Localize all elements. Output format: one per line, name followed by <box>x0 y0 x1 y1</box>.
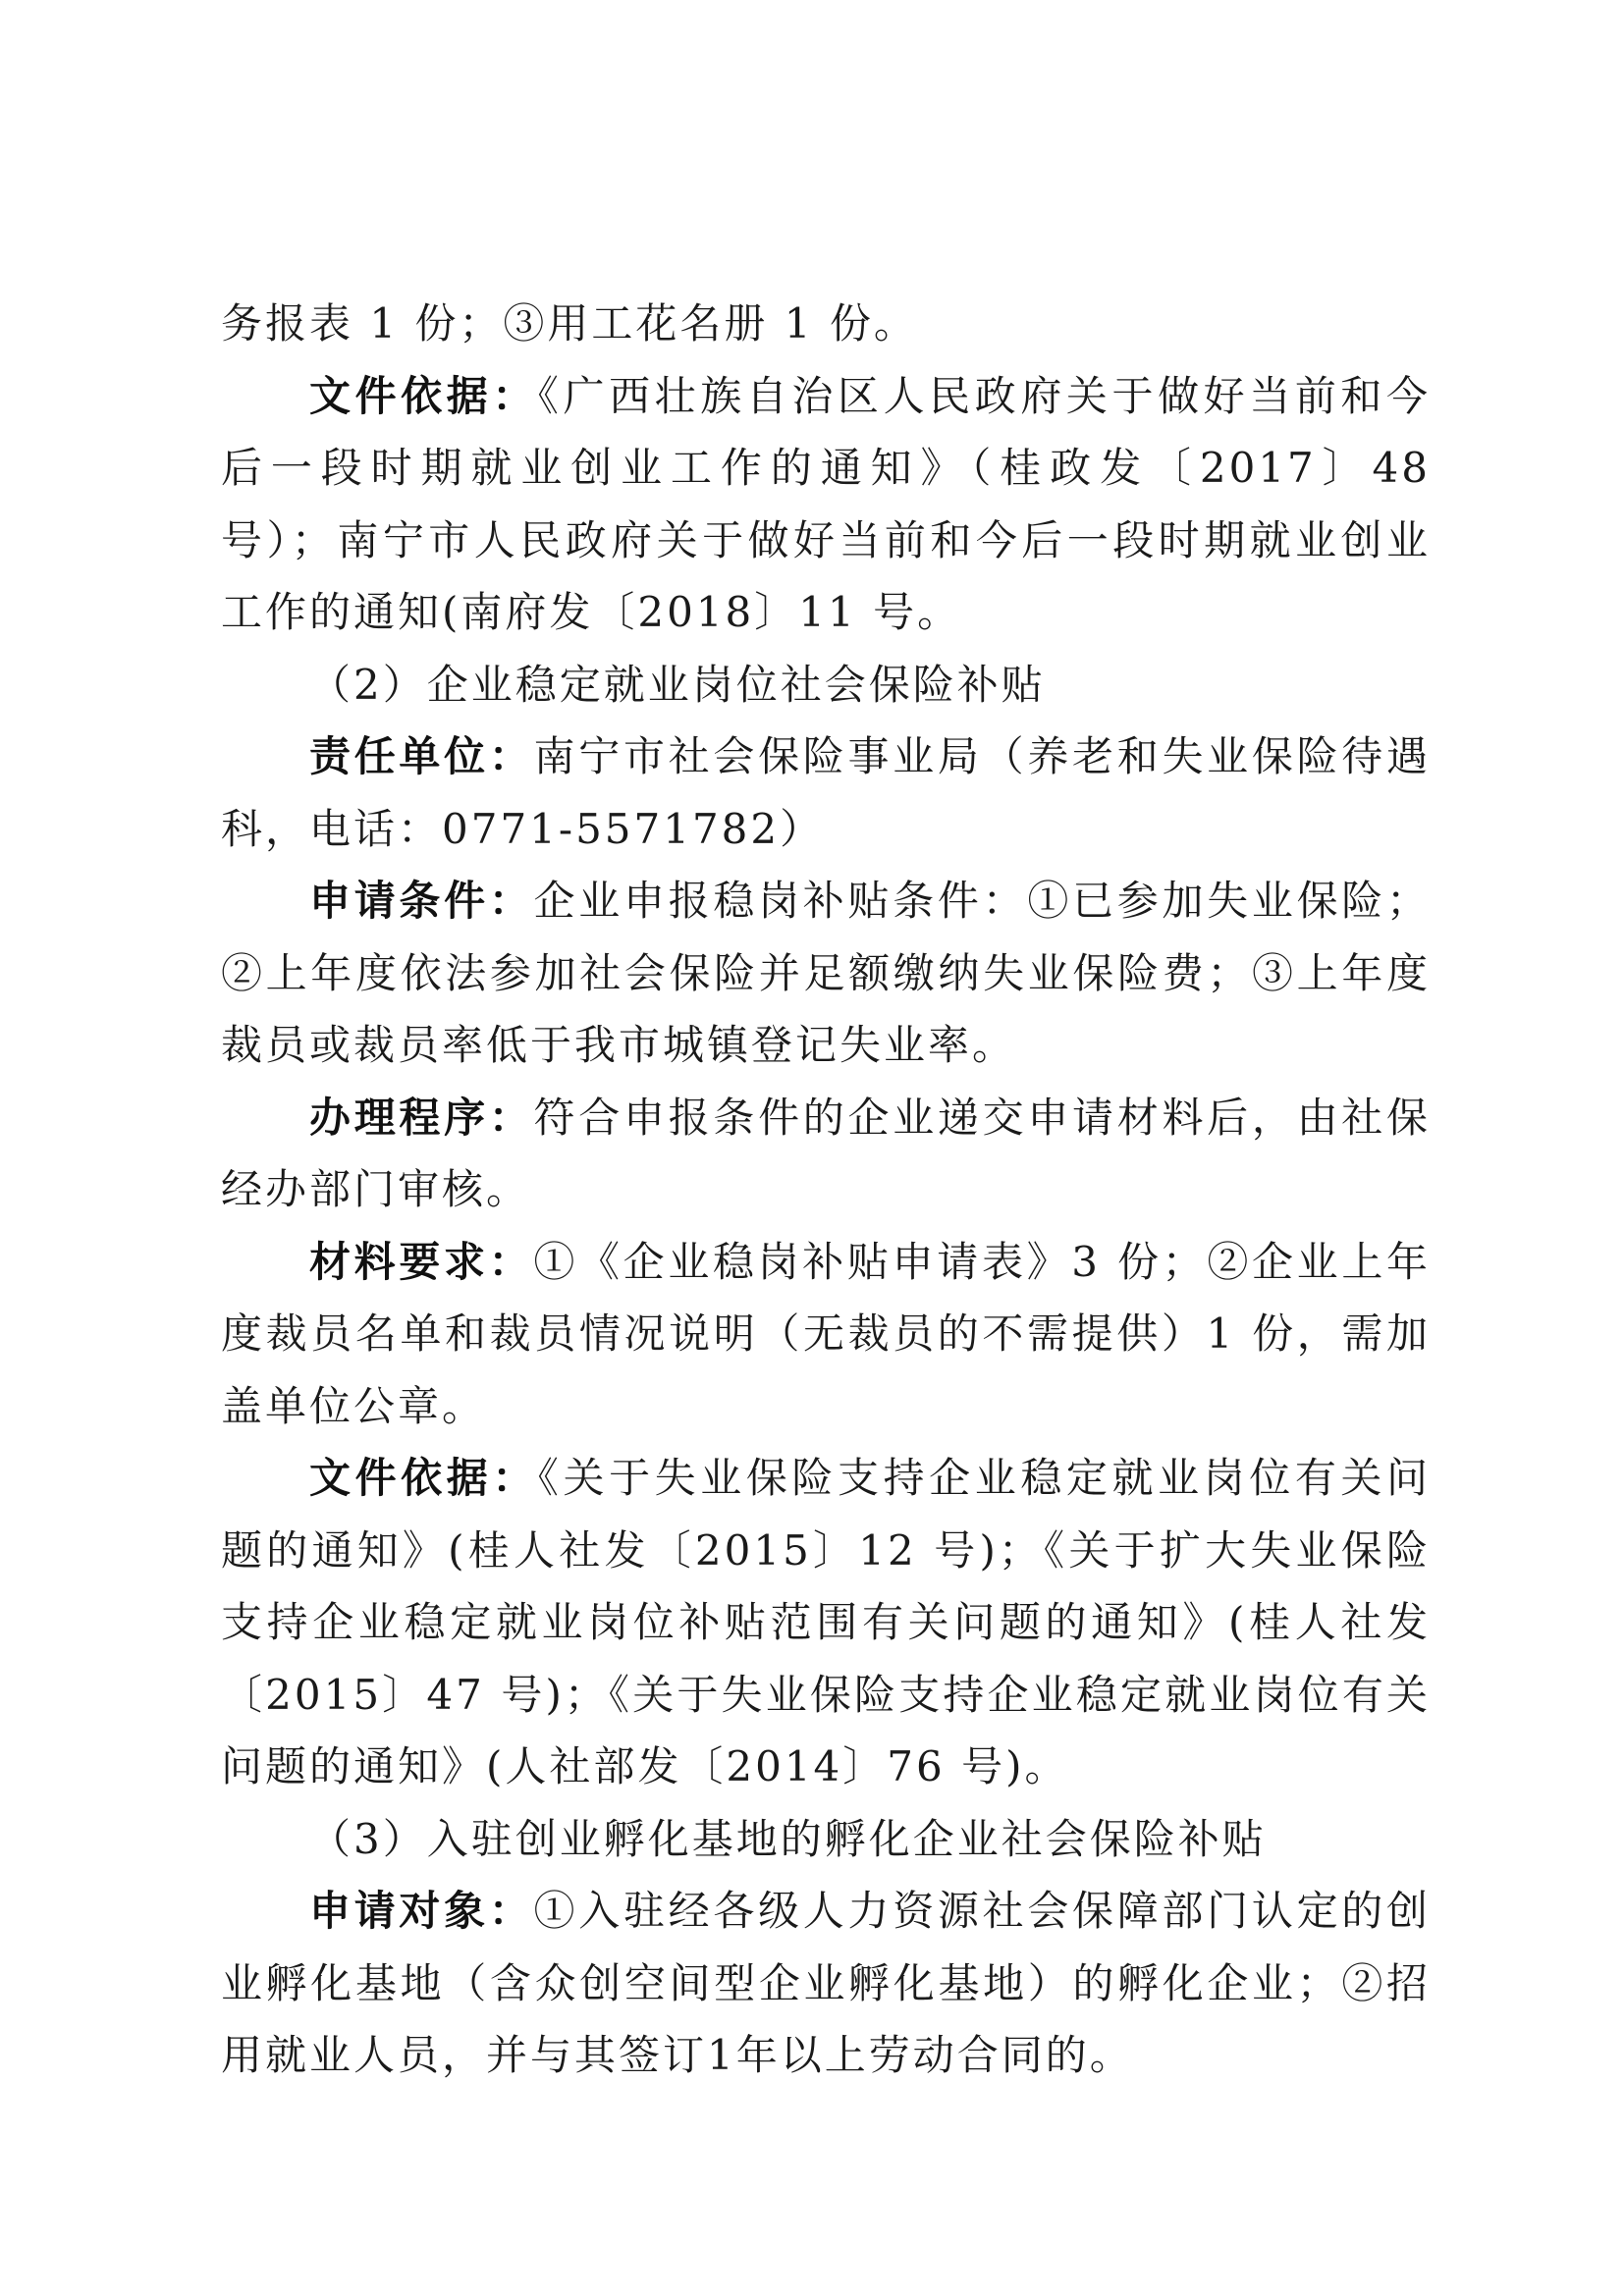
paragraph-material-requirements <box>221 1226 1431 1443</box>
paragraph-text: ①入驻经各级人力资源社会保障部门认定的创业孵化基地（含众创空间型企业孵化基地）的孵化企业；②招用就业人员，并与其签订1年以上劳动合同的。 <box>221 1887 1431 2079</box>
paragraph-label: 申请对象： <box>309 1887 534 1935</box>
paragraph-document-basis <box>221 360 1431 649</box>
paragraph-label: 材料要求： <box>309 1237 534 1286</box>
paragraph-document-basis <box>221 1442 1431 1803</box>
paragraph-application-conditions <box>221 865 1431 1082</box>
paragraph-procedure <box>221 1082 1431 1226</box>
paragraph-text: 《广西壮族自治区人民政府关于做好当前和今后一段时期就业创业工作的通知》（桂政发〔2017〕48 号）；南宁市人民政府关于做好当前和今后一段时期就业创业工作的通知(南府发〔2018〕11 号。 <box>221 371 1431 636</box>
section-heading <box>221 649 1431 721</box>
section-heading <box>221 1803 1431 1876</box>
document-body <box>221 288 1431 2092</box>
paragraph-text: 《关于失业保险支持企业稳定就业岗位有关问题的通知》(桂人社发〔2015〕12 号)；《关于扩大失业保险支持企业稳定就业岗位补贴范围有关问题的通知》(桂人社发〔2015〕47 号)；《关于失业保险支持企业稳定就业岗位有关问题的通知》(人社部发〔2014〕76 号)。 <box>221 1454 1431 1790</box>
paragraph-text: 符合申报条件的企业递交申请材料后，由社保经办部门审核。 <box>221 1093 1431 1213</box>
paragraph-label: 责任单位： <box>309 732 534 780</box>
paragraph-text: 务报表 1 份；③用工花名册 1 份。 <box>221 299 918 347</box>
paragraph-text: 南宁市社会保险事业局（养老和失业保险待遇科，电话：0771-5571782） <box>221 732 1431 853</box>
heading-text: （3）入驻创业孵化基地的孵化企业社会保险补贴 <box>309 1814 1267 1863</box>
paragraph-continuation <box>221 288 1431 360</box>
heading-text: （2）企业稳定就业岗位社会保险补贴 <box>309 660 1046 709</box>
paragraph-application-target <box>221 1875 1431 2092</box>
paragraph-label: 文件依据： <box>309 371 538 420</box>
paragraph-responsible-unit <box>221 721 1431 865</box>
paragraph-label: 文件依据： <box>309 1454 538 1502</box>
paragraph-text: ①《企业稳岗补贴申请表》3 份；②企业上年度裁员名单和裁员情况说明（无裁员的不需提供）1 份，需加盖单位公章。 <box>221 1237 1431 1430</box>
paragraph-label: 办理程序： <box>309 1093 534 1142</box>
paragraph-text: 企业申报稳岗补贴条件：①已参加失业保险；②上年度依法参加社会保险并足额缴纳失业保险费；③上年度裁员或裁员率低于我市城镇登记失业率。 <box>221 877 1431 1069</box>
paragraph-label: 申请条件： <box>309 877 534 925</box>
